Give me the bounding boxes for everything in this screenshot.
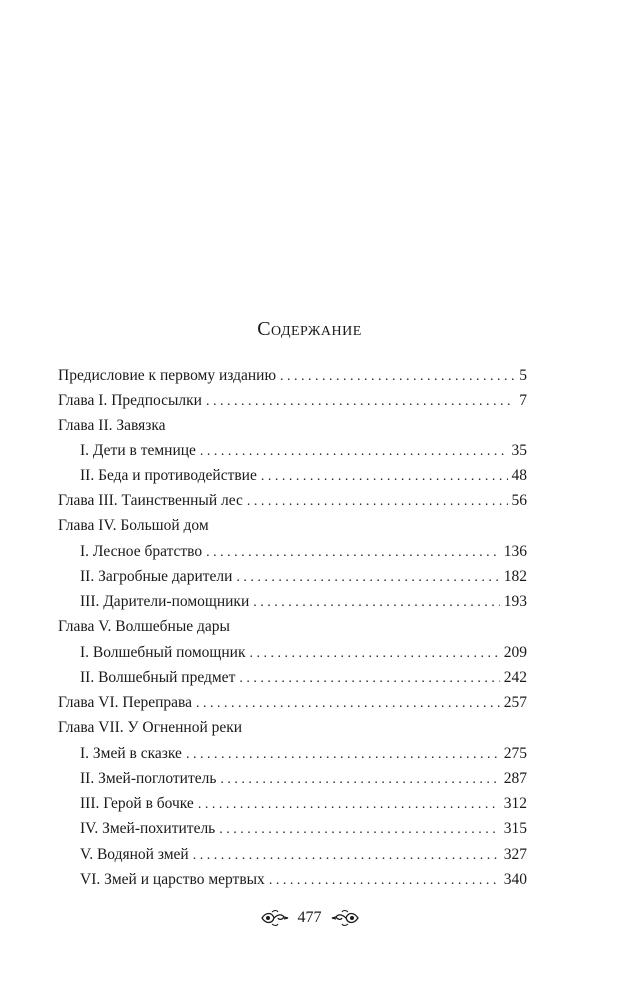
- toc-entry-page: 5: [519, 367, 527, 384]
- page-number: 477: [297, 909, 322, 926]
- toc-entry-title: I. Дети в темнице: [80, 442, 196, 459]
- ornament-right-icon: [330, 908, 360, 928]
- toc-entry[interactable]: [80, 818, 527, 840]
- leader-dots: [220, 769, 499, 791]
- toc-entry-page: 242: [503, 669, 527, 686]
- leader-dots: [206, 542, 500, 564]
- leader-dots: [249, 643, 499, 665]
- toc-entry-title: II. Змей-поглотитель: [80, 770, 217, 787]
- ornament-left-icon: [260, 908, 290, 928]
- toc-entry[interactable]: [80, 591, 527, 613]
- toc-entry-page: 136: [503, 543, 527, 560]
- toc-entry-title: II. Загробные дарители: [80, 568, 233, 585]
- toc-entry-title: Глава III. Таинственный лес: [58, 492, 243, 509]
- toc-chapter-heading[interactable]: Глава II. Завязка: [58, 417, 166, 434]
- toc-entry[interactable]: [80, 768, 527, 790]
- toc-entry-title: I. Змей в сказке: [80, 745, 182, 762]
- toc-entry-page: 7: [519, 392, 527, 409]
- leader-dots: [196, 693, 500, 715]
- toc-entry-page: 35: [511, 442, 527, 459]
- toc-entry-title: III. Герой в бочке: [80, 795, 194, 812]
- toc-entry-page: 315: [503, 820, 527, 837]
- toc-entry[interactable]: [80, 541, 527, 563]
- toc-entry-page: 56: [511, 492, 527, 509]
- toc-entry[interactable]: [80, 793, 527, 815]
- toc-entry-title: I. Волшебный помощник: [80, 644, 246, 661]
- toc-entry[interactable]: [80, 667, 527, 689]
- leader-dots: [269, 870, 500, 892]
- leader-dots: [193, 845, 500, 867]
- toc-entry[interactable]: [80, 869, 527, 891]
- leader-dots: [261, 466, 508, 488]
- toc-entry[interactable]: [80, 465, 527, 487]
- toc-entry-page: 182: [503, 568, 527, 585]
- toc-entry-title: II. Волшебный предмет: [80, 669, 236, 686]
- toc-entry-title: I. Лесное братство: [80, 543, 203, 560]
- toc-entry-page: 275: [503, 745, 527, 762]
- toc-chapter-heading[interactable]: Глава V. Волшебные дары: [58, 618, 230, 635]
- toc-entry[interactable]: [58, 490, 527, 512]
- toc-entry[interactable]: [80, 440, 527, 462]
- toc-entry-page: 193: [503, 593, 527, 610]
- toc-entry-page: 48: [511, 467, 527, 484]
- toc-entry[interactable]: [80, 743, 527, 765]
- toc-entry[interactable]: [80, 642, 527, 664]
- toc-entry[interactable]: [80, 844, 527, 866]
- leader-dots: [198, 794, 500, 816]
- toc-entry-title: IV. Змей-похититель: [80, 820, 216, 837]
- toc-entry-title: VI. Змей и царство мертвых: [80, 871, 265, 888]
- toc-chapter-heading[interactable]: Глава IV. Большой дом: [58, 517, 209, 534]
- toc-entry-title: Глава I. Предпосылки: [58, 392, 202, 409]
- leader-dots: [239, 668, 499, 690]
- toc-entry-title: Глава VI. Переправа: [58, 694, 193, 711]
- leader-dots: [247, 491, 508, 513]
- toc-chapter-heading[interactable]: Глава VII. У Огненной реки: [58, 719, 243, 736]
- leader-dots: [280, 366, 515, 388]
- toc-entry-title: II. Беда и противодействие: [80, 467, 257, 484]
- toc-entry-page: 257: [503, 694, 527, 711]
- toc-entry-page: 340: [503, 871, 527, 888]
- leader-dots: [206, 391, 515, 413]
- toc-entry-title: Предисловие к первому изданию: [58, 367, 277, 384]
- toc-entry[interactable]: [58, 692, 527, 714]
- toc-entry[interactable]: [58, 390, 527, 412]
- toc-entry[interactable]: [80, 566, 527, 588]
- page-title: Содержание: [257, 318, 362, 340]
- leader-dots: [236, 567, 499, 589]
- toc-entry-page: 327: [503, 846, 527, 863]
- leader-dots: [186, 744, 500, 766]
- toc-entry-title: V. Водяной змей: [80, 846, 189, 863]
- leader-dots: [200, 441, 508, 463]
- toc-entry-page: 209: [503, 644, 527, 661]
- toc-entry-page: 312: [503, 795, 527, 812]
- toc-entry-page: 287: [503, 770, 527, 787]
- page-footer: [0, 908, 619, 928]
- toc-entry-title: III. Дарители-помощники: [80, 593, 250, 610]
- toc-entry[interactable]: [58, 365, 527, 387]
- leader-dots: [219, 819, 500, 841]
- leader-dots: [253, 592, 500, 614]
